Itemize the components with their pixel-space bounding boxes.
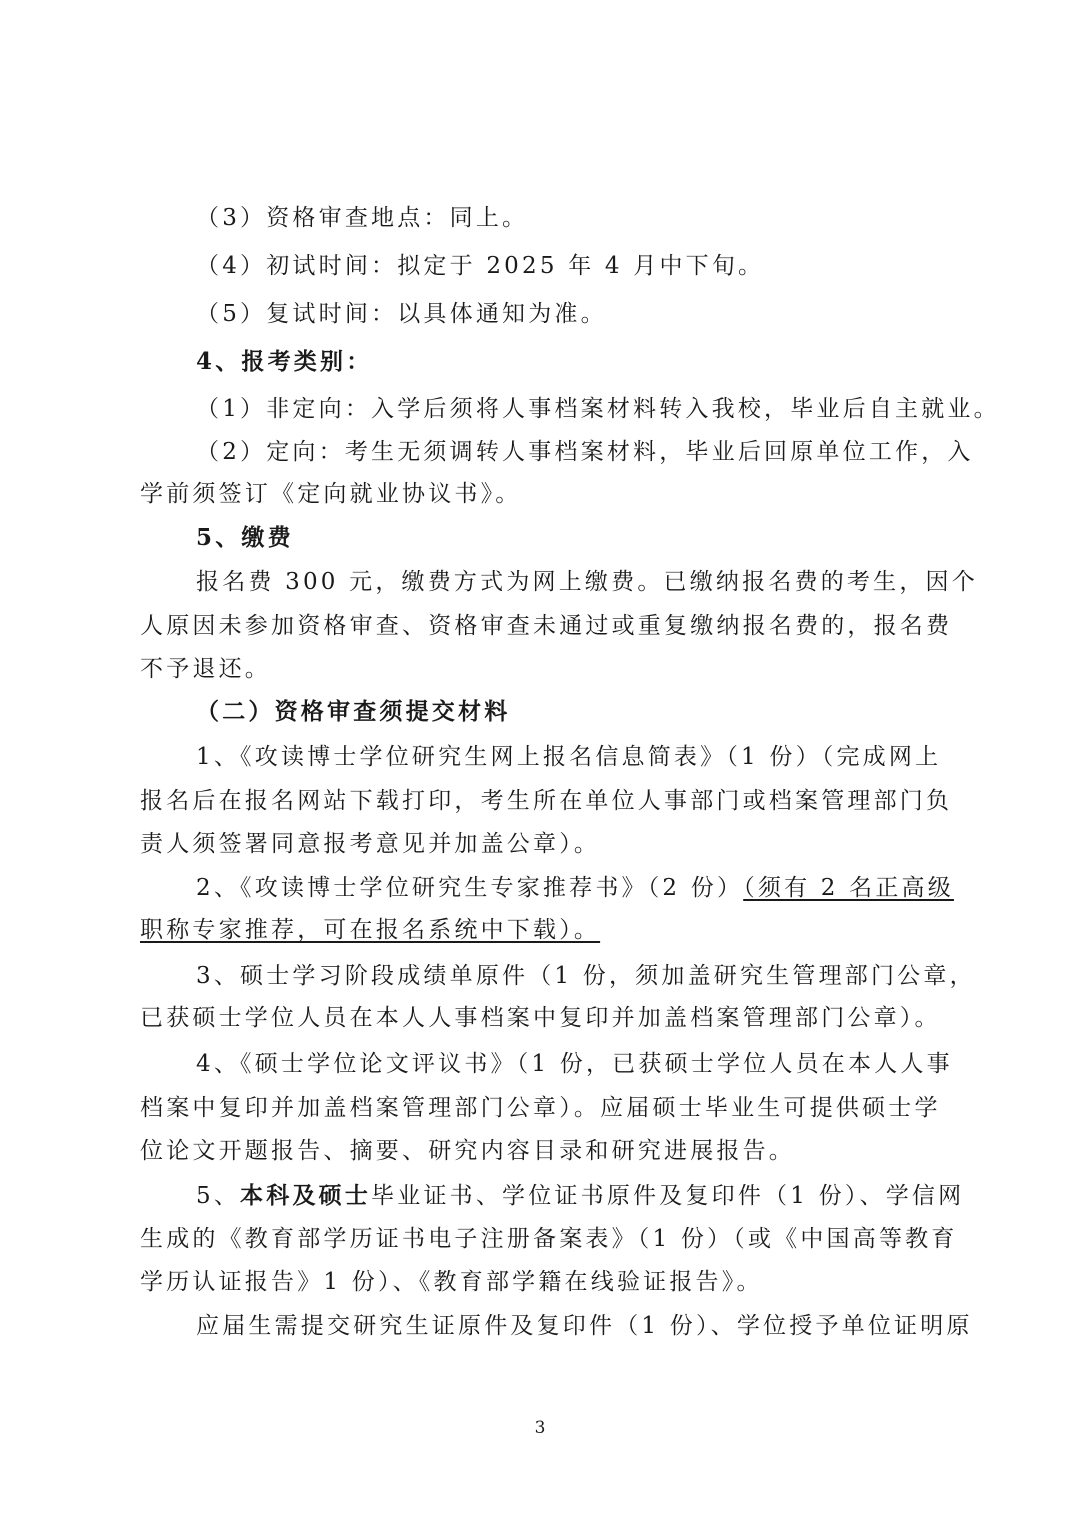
text-line	[0, 873, 1080, 903]
text-line	[0, 786, 1080, 816]
text-line	[0, 961, 1080, 991]
text-line	[0, 251, 1080, 281]
text-line	[0, 742, 1080, 772]
text-segment: 不予退还。	[140, 656, 271, 682]
text-segment: 5、	[196, 1183, 241, 1209]
text-line	[0, 697, 1080, 727]
text-line	[0, 1181, 1080, 1211]
text-line	[0, 1093, 1080, 1123]
text-segment: 报名费 300 元，缴费方式为网上缴费。已缴纳报名费的考生，因个	[196, 569, 978, 595]
text-line	[0, 299, 1080, 329]
text-line	[0, 611, 1080, 641]
text-line	[0, 915, 1080, 945]
text-line	[0, 203, 1080, 233]
text-line	[0, 654, 1080, 684]
text-line	[0, 347, 1080, 377]
text-line	[0, 1136, 1080, 1166]
text-segment: 报名后在报名网站下载打印，考生所在单位人事部门或档案管理部门负	[140, 788, 953, 814]
text-line	[0, 1311, 1080, 1341]
underlined-text: （须有 2 名正高级	[743, 875, 954, 901]
text-segment: 1、《攻读博士学位研究生网上报名信息简表》（1 份）（完成网上	[196, 744, 942, 770]
text-segment: 位论文开题报告、摘要、研究内容目录和研究进展报告。	[140, 1138, 795, 1164]
page-number: 3	[534, 1418, 546, 1438]
bold-text: 4、报考类别：	[196, 348, 373, 375]
text-line	[0, 829, 1080, 859]
text-segment: 生成的《教育部学历证书电子注册备案表》（1 份）（或《中国高等教育	[140, 1226, 958, 1252]
text-line	[0, 394, 1080, 424]
text-segment: 档案中复印并加盖档案管理部门公章）。应届硕士毕业生可提供硕士学	[140, 1095, 941, 1121]
text-segment: （3）资格审查地点：同上。	[196, 205, 529, 231]
text-segment: （2）定向：考生无须调转人事档案材料，毕业后回原单位工作，入	[196, 439, 974, 465]
text-segment: 毕业证书、学位证书原件及复印件（1 份）、学信网	[371, 1183, 965, 1209]
text-segment: 3、硕士学习阶段成绩单原件（1 份，须加盖研究生管理部门公章，	[196, 963, 976, 989]
text-segment: 责人须签署同意报考意见并加盖公章）。	[140, 831, 601, 857]
text-segment: 人原因未参加资格审查、资格审查未通过或重复缴纳报名费的，报名费	[140, 613, 953, 639]
text-line	[0, 1267, 1080, 1297]
text-segment: （1）非定向：入学后须将人事档案材料转入我校，毕业后自主就业。	[196, 396, 1000, 422]
text-line	[0, 1049, 1080, 1079]
text-line	[0, 1003, 1080, 1033]
bold-text: 5、缴费	[196, 524, 294, 551]
text-segment: （5）复试时间：以具体通知为准。	[196, 301, 607, 327]
text-line	[0, 567, 1080, 597]
text-segment: 学前须签订《定向就业协议书》。	[140, 481, 522, 507]
text-segment: 应届生需提交研究生证原件及复印件（1 份）、学位授予单位证明原	[196, 1313, 973, 1339]
text-segment: 已获硕士学位人员在本人人事档案中复印并加盖档案管理部门公章）。	[140, 1005, 941, 1031]
text-segment: 学历认证报告》1 份）、《教育部学籍在线验证报告》。	[140, 1269, 763, 1295]
text-line	[0, 437, 1080, 467]
text-segment: （4）初试时间：拟定于 2025 年 4 月中下旬。	[196, 253, 765, 279]
text-line	[0, 1224, 1080, 1254]
text-line	[0, 479, 1080, 509]
bold-text: （二）资格审查须提交材料	[196, 698, 511, 725]
text-segment: 4、《硕士学位论文评议书》（1 份，已获硕士学位人员在本人人事	[196, 1051, 953, 1077]
bold-text: 本科及硕士	[240, 1182, 372, 1209]
text-segment: 2、《攻读博士学位研究生专家推荐书》（2 份）	[196, 875, 744, 901]
underlined-text: 职称专家推荐，可在报名系统中下载）。	[140, 917, 601, 943]
text-line	[0, 523, 1080, 553]
